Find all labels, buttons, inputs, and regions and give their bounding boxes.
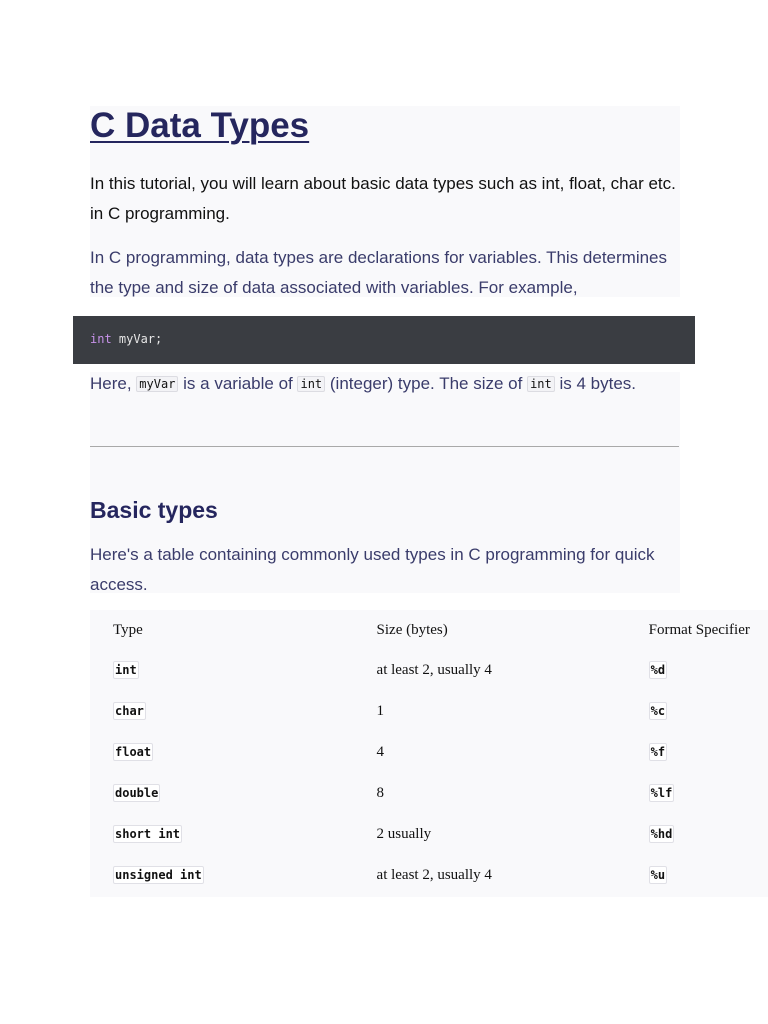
section-divider bbox=[90, 446, 679, 447]
table-header-row bbox=[90, 610, 768, 650]
table-row bbox=[90, 773, 768, 814]
format-cell bbox=[649, 732, 768, 773]
type-code: short int bbox=[115, 827, 181, 841]
format-cell bbox=[649, 691, 768, 732]
type-cell bbox=[90, 855, 377, 896]
size-cell: 2 usually bbox=[376, 826, 432, 842]
code-keyword: int bbox=[90, 332, 112, 346]
type-code: double bbox=[115, 786, 159, 800]
column-header-size: Size (bytes) bbox=[376, 621, 448, 638]
table-row bbox=[90, 691, 768, 732]
types-table-container bbox=[90, 610, 768, 896]
column-header-type: Type bbox=[113, 621, 143, 638]
type-cell bbox=[90, 814, 377, 855]
type-code: float bbox=[115, 745, 152, 759]
explanation-text: (integer) type. The size of bbox=[325, 374, 528, 393]
format-cell bbox=[649, 773, 768, 814]
definition-paragraph: In C programming, data types are declarations for variables. This determines the type and size of data associated with variables. For example, bbox=[90, 248, 668, 297]
format-code: %d bbox=[650, 663, 666, 677]
format-cell bbox=[649, 855, 768, 896]
format-code: %lf bbox=[650, 786, 673, 800]
explanation-text: Here, bbox=[90, 374, 137, 393]
size-cell: at least 2, usually 4 bbox=[376, 867, 492, 883]
explanation-text: is 4 bytes. bbox=[554, 374, 637, 393]
code-identifier: myVar; bbox=[111, 332, 163, 346]
inline-code-int: int bbox=[297, 376, 325, 392]
column-header-format: Format Specifier bbox=[648, 621, 750, 638]
format-cell bbox=[649, 650, 768, 691]
size-cell: 1 bbox=[376, 703, 385, 719]
type-cell bbox=[90, 773, 377, 814]
format-cell bbox=[649, 814, 768, 855]
size-cell: 8 bbox=[376, 785, 385, 801]
format-code: %f bbox=[650, 745, 666, 759]
table-row bbox=[90, 650, 768, 691]
type-cell bbox=[90, 650, 377, 691]
format-code: %u bbox=[650, 868, 666, 882]
inline-code-myvar: myVar bbox=[136, 376, 178, 392]
inline-code-int: int bbox=[527, 376, 555, 392]
explanation-paragraph bbox=[90, 369, 690, 401]
intro-paragraph: In this tutorial, you will learn about basic data types such as int, float, char etc. in C programming. bbox=[90, 174, 676, 223]
section-heading-basic-types: Basic types bbox=[90, 497, 218, 523]
size-cell: 4 bbox=[376, 744, 385, 760]
format-code: %c bbox=[650, 704, 666, 718]
explanation-text: is a variable of bbox=[178, 374, 298, 393]
type-code: unsigned int bbox=[115, 868, 202, 882]
code-block bbox=[73, 316, 695, 364]
code-line bbox=[90, 332, 162, 346]
format-code: %hd bbox=[650, 827, 673, 841]
table-row bbox=[90, 814, 768, 855]
size-cell: at least 2, usually 4 bbox=[376, 662, 492, 678]
table-row bbox=[90, 855, 768, 896]
type-cell bbox=[90, 691, 377, 732]
type-code: int bbox=[115, 663, 137, 677]
page-title[interactable]: C Data Types bbox=[90, 106, 310, 145]
table-row bbox=[90, 732, 768, 773]
types-table bbox=[90, 610, 768, 896]
basic-types-description: Here's a table containing commonly used types in C programming for quick access. bbox=[90, 545, 655, 594]
type-cell bbox=[90, 732, 377, 773]
type-code: char bbox=[115, 704, 144, 718]
